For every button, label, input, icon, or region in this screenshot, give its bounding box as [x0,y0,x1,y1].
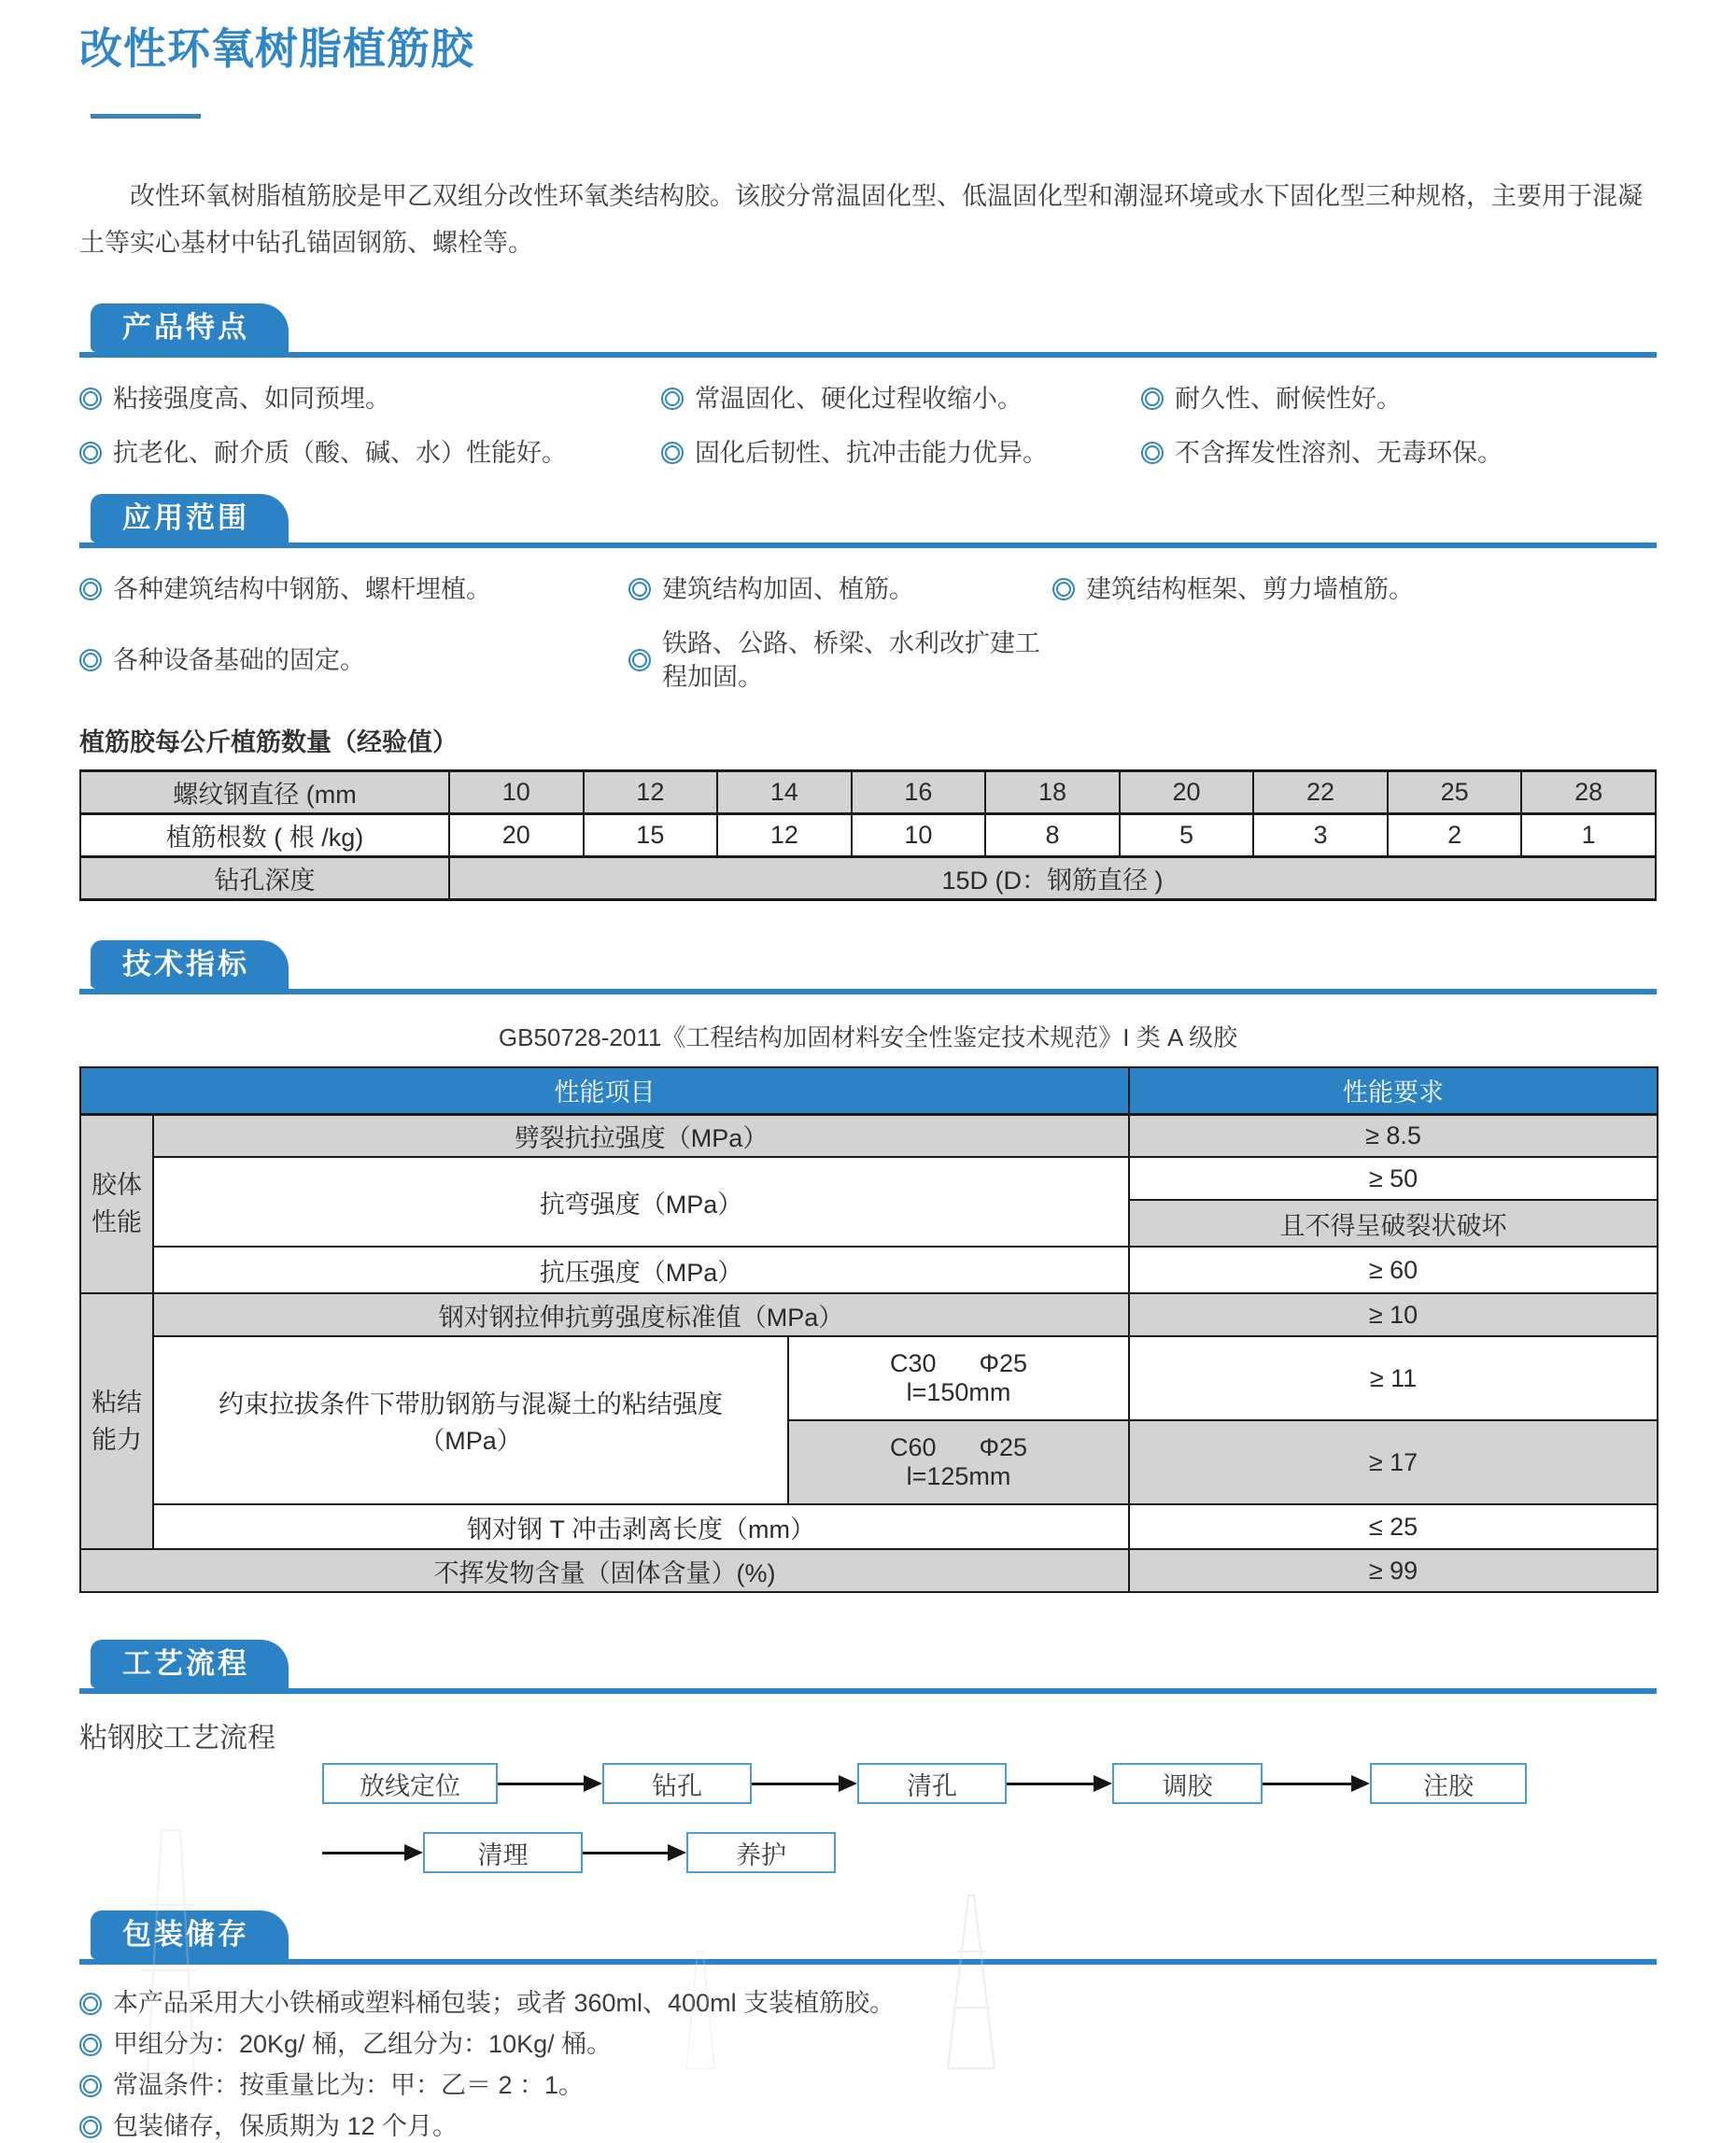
table-row [80,1336,1658,1420]
section-header-tech [79,940,1657,994]
requirement-cell: ≥ 10 [1129,1293,1658,1336]
bullseye-icon [79,1993,102,2015]
list-item [661,436,1141,470]
cell: 18 [985,771,1120,814]
table-row [80,857,1656,900]
property-cell: 抗弯强度（MPa） [153,1157,1129,1247]
table-row [80,1549,1658,1592]
bullseye-icon [628,649,651,671]
arrow-right-icon [1263,1775,1370,1792]
application-text: 建筑结构加固、植筋。 [662,575,914,603]
section-header-packaging [79,1910,1657,1965]
table-row [80,1247,1658,1293]
property-cell: 劈裂抗拉强度（MPa） [153,1114,1129,1157]
cell: 5 [1120,814,1254,857]
title-underline [91,114,201,119]
list-item [661,382,1141,416]
group-cell: 粘结 能力 [80,1293,153,1549]
cell: 20 [449,814,584,857]
list-item [79,382,661,416]
requirement-cell: ≥ 99 [1129,1549,1658,1592]
cell: 15D (D：钢筋直径 ) [449,857,1656,900]
cell: 25 [1388,771,1522,814]
requirement-cell: ≥ 11 [1129,1336,1658,1420]
arrow-right-icon [583,1844,686,1861]
packaging-text: 常温条件：按重量比为：甲：乙＝ 2 ：1。 [113,2071,585,2099]
column-header: 性能项目 [80,1067,1129,1114]
row-header: 钻孔深度 [80,857,449,900]
group-cell: 胶体 性能 [80,1114,153,1293]
packaging-list [79,1987,1657,2143]
bullseye-icon [661,388,684,410]
property-cell: 抗压强度（MPa） [153,1247,1129,1293]
table-header-row [80,1067,1658,1114]
cell: 22 [1253,771,1388,814]
bullseye-icon [661,442,684,464]
cell: 15 [584,814,718,857]
arrow-right-icon [1007,1775,1112,1792]
applications-list [79,572,1657,694]
bullseye-icon [79,388,102,410]
table-row [80,1504,1658,1549]
section-header-applications [79,494,1657,548]
tech-heading: 技术指标 [91,940,289,989]
tech-table [79,1066,1658,1593]
bullseye-icon [79,649,102,671]
feature-text: 常温固化、硬化过程收缩小。 [695,385,1023,413]
bullseye-icon [1141,388,1164,410]
cell: 10 [852,814,986,857]
flow-step: 注胶 [1370,1763,1527,1804]
cell: 3 [1253,814,1388,857]
application-text: 铁路、公路、桥梁、水利改扩建工程加固。 [662,629,1040,691]
bullseye-icon [79,2116,102,2138]
cell: 10 [449,771,584,814]
requirement-cell: ≥ 17 [1129,1420,1658,1504]
arrow-right-icon [322,1844,423,1861]
feature-text: 固化后韧性、抗冲击能力优异。 [695,439,1048,467]
features-heading: 产品特点 [91,303,289,352]
process-flow-row-2 [322,1832,1657,1873]
packaging-text: 本产品采用大小铁桶或塑料桶包装；或者 360ml、400ml 支装植筋胶。 [113,1989,896,2017]
section-header-features [79,303,1657,358]
list-item [1141,382,1657,416]
packaging-text: 甲组分为：20Kg/ 桶，乙组分为：10Kg/ 桶。 [113,2030,613,2058]
feature-text: 抗老化、耐介质（酸、碱、水）性能好。 [113,439,567,467]
application-text: 各种建筑结构中钢筋、螺杆埋植。 [113,575,491,603]
cell: 1 [1521,814,1656,857]
bullseye-icon [1052,578,1075,600]
arrow-right-icon [752,1775,857,1792]
standard-reference: GB50728-2011《工程结构加固材料安全性鉴定技术规范》I 类 A 级胶 [498,1023,1238,1051]
table-row [80,814,1656,857]
rebar-table [79,769,1657,901]
cell: 2 [1388,814,1522,857]
rebar-table-caption: 植筋胶每公斤植筋数量（经验值） [79,728,458,756]
feature-text: 粘接强度高、如同预埋。 [113,385,390,413]
column-header: 性能要求 [1129,1067,1658,1114]
list-item [79,436,661,470]
list-item [79,627,628,694]
flow-step: 清理 [423,1832,583,1873]
requirement-cell: 且不得呈破裂状破坏 [1129,1200,1658,1247]
cell: 16 [852,771,986,814]
list-item [79,2069,1657,2102]
flow-step: 清孔 [857,1763,1007,1804]
feature-text: 耐久性、耐候性好。 [1175,385,1402,413]
list-item [79,2028,1657,2061]
process-flow-label: 粘钢胶工艺流程 [79,1723,275,1754]
list-item [628,627,1052,694]
bullseye-icon [79,2034,102,2056]
table-row [80,771,1656,814]
flow-step: 养护 [686,1832,836,1873]
packaging-text: 包装储存，保质期为 12 个月。 [113,2112,459,2140]
arrow-right-icon [498,1775,602,1792]
bullseye-icon [1141,442,1164,464]
applications-heading: 应用范围 [91,494,289,543]
bullseye-icon [628,578,651,600]
condition-cell: C60 Φ25 l=125mm [788,1420,1129,1504]
cell: 28 [1521,771,1656,814]
application-text: 建筑结构框架、剪力墙植筋。 [1086,575,1414,603]
list-item [79,2110,1657,2143]
list-item [79,1987,1657,2020]
requirement-cell: ≤ 25 [1129,1504,1658,1549]
application-text: 各种设备基础的固定。 [113,646,365,674]
condition-cell: C30 Φ25 l=150mm [788,1336,1129,1420]
requirement-cell: ≥ 50 [1129,1157,1658,1200]
property-cell: 钢对钢拉伸抗剪强度标准值（MPa） [153,1293,1129,1336]
section-header-process [79,1640,1657,1694]
features-list [79,382,1657,470]
page-title: 改性环氧树脂植筋胶 [79,24,474,73]
list-item [628,572,1052,606]
property-cell: 不挥发物含量（固体含量）(%) [80,1549,1129,1592]
property-cell: 约束拉拔条件下带肋钢筋与混凝土的粘结强度 （MPa） [153,1336,788,1504]
flow-step: 钻孔 [602,1763,752,1804]
requirement-cell: ≥ 60 [1129,1247,1658,1293]
process-flow-row-1 [322,1763,1657,1804]
list-item [1141,436,1657,470]
bullseye-icon [79,442,102,464]
property-cell: 钢对钢 T 冲击剥离长度（mm） [153,1504,1129,1549]
table-row [80,1293,1658,1336]
row-header: 螺纹钢直径 (mm [80,771,449,814]
cell: 12 [717,814,852,857]
row-header: 植筋根数 ( 根 /kg) [80,814,449,857]
packaging-heading: 包装储存 [91,1910,289,1959]
flow-step: 放线定位 [322,1763,498,1804]
table-row [80,1114,1658,1157]
cell: 12 [584,771,718,814]
cell: 8 [985,814,1120,857]
process-heading: 工艺流程 [91,1640,289,1688]
table-row [80,1157,1658,1200]
bullseye-icon [79,578,102,600]
requirement-cell: ≥ 8.5 [1129,1114,1658,1157]
list-item [79,572,628,606]
cell: 14 [717,771,852,814]
list-item [1052,572,1657,606]
flow-step: 调胶 [1112,1763,1263,1804]
intro-paragraph: 改性环氧树脂植筋胶是甲乙双组分改性环氧类结构胶。该胶分常温固化型、低温固化型和潮湿环境或水下固化型三种规格，主要用于混凝土等实心基材中钻孔锚固钢筋、螺栓等。 [79,182,1643,257]
cell: 20 [1120,771,1254,814]
feature-text: 不含挥发性溶剂、无毒环保。 [1175,439,1503,467]
bullseye-icon [79,2075,102,2097]
